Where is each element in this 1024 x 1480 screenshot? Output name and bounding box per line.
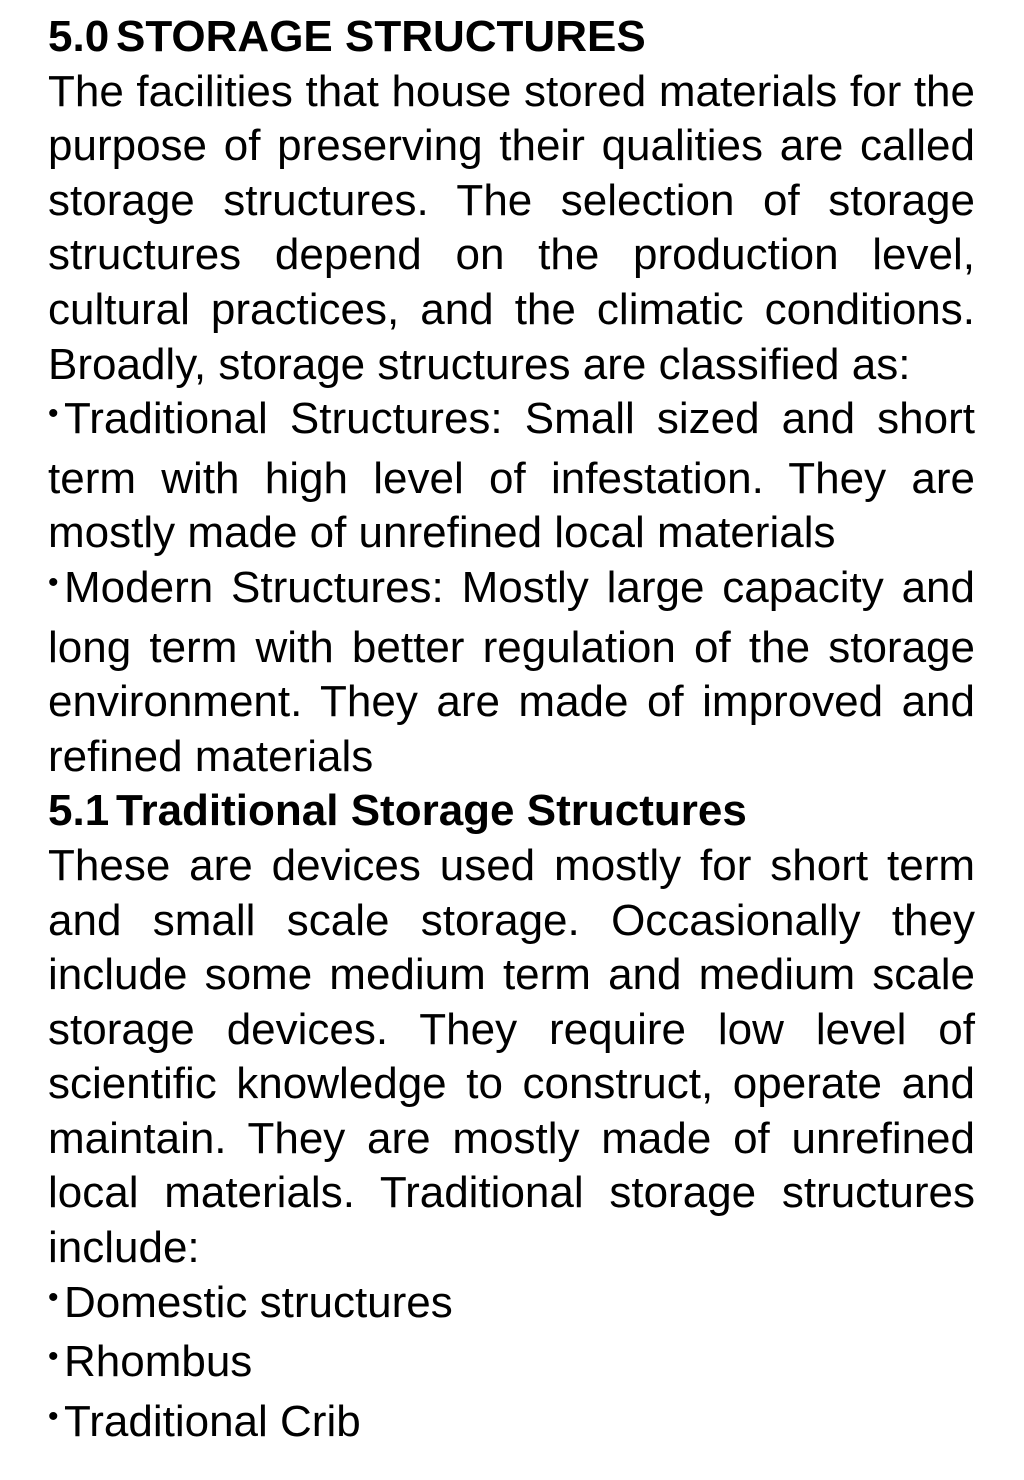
section-heading-5-0 xyxy=(48,10,975,65)
bullet-icon: • xyxy=(48,1340,59,1374)
bullet-icon: • xyxy=(48,397,59,431)
list-item xyxy=(48,1395,975,1455)
list-item xyxy=(48,1335,975,1395)
section-5-0-intro: The facilities that house stored materials for the purpose of preserving their qualities are called storage structures. The selection of storage structures depend on the production level, cultural practices, and the climatic conditions. Broadly, storage structures are classified as: xyxy=(48,66,975,389)
bullet-icon: • xyxy=(48,1399,59,1433)
list-item xyxy=(48,392,975,561)
bullet-icon: • xyxy=(48,565,59,599)
list-item-text: Traditional Structures: Small sized and short term with high level of infestation. They are mostly made of unrefined local materials xyxy=(48,394,975,558)
section-heading-5-1 xyxy=(48,784,975,839)
section-title: Traditional Storage Structures xyxy=(116,786,747,836)
section-number: 5.0 xyxy=(48,12,110,61)
list-item xyxy=(48,561,975,784)
list-item-text: Traditional Crib xyxy=(64,1396,361,1446)
bullet-icon: • xyxy=(48,1280,59,1314)
list-item xyxy=(48,1276,975,1336)
section-5-1-intro: These are devices used mostly for short term and small scale storage. Occasionally they include some medium term and medium scale storage devices. They require low level of scientific knowledge to construct, operate and maintain. They are mostly made of unrefined local materials. Traditional storage structures include: xyxy=(48,840,975,1273)
section-number: 5.1 xyxy=(48,786,110,836)
document-page xyxy=(48,10,975,1454)
list-item-text: Domestic structures xyxy=(64,1277,453,1327)
section-title: STORAGE STRUCTURES xyxy=(116,12,646,61)
list-item-text: Rhombus xyxy=(64,1337,253,1387)
list-item-text: Modern Structures: Mostly large capacity and long term with better regulation of the storage environment. They are made of improved and refined materials xyxy=(48,562,975,781)
